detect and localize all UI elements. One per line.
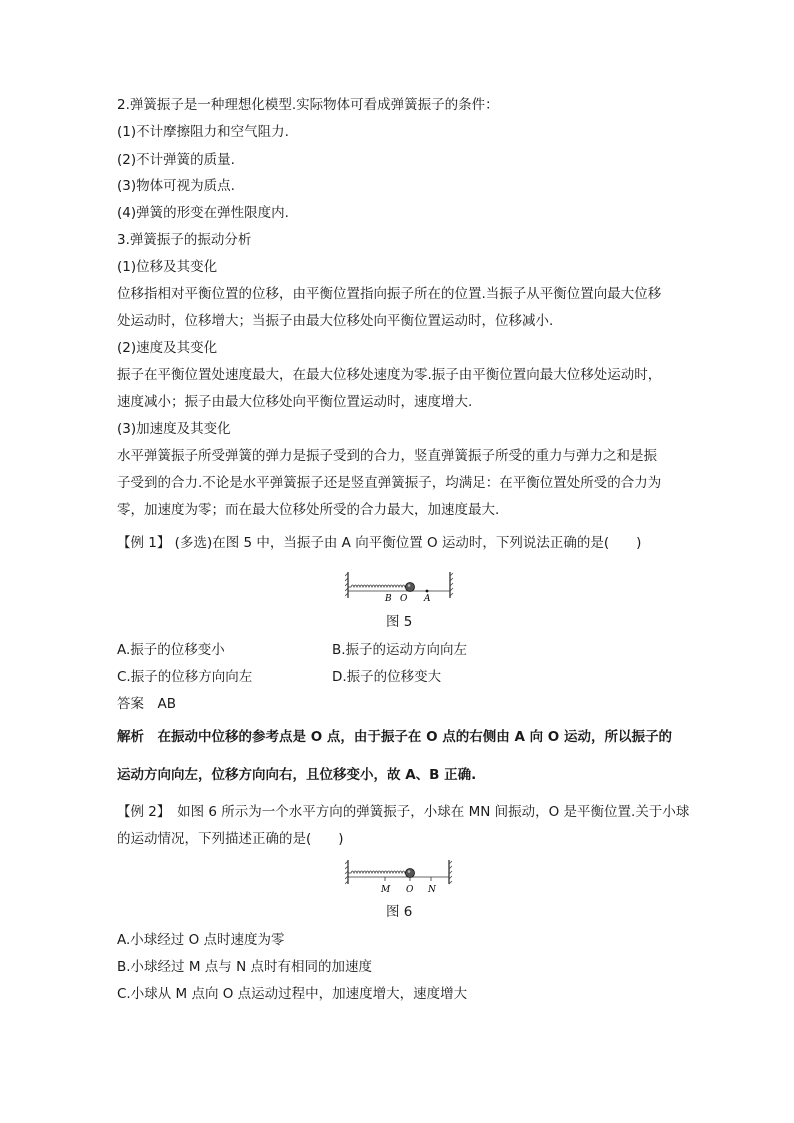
spring-coil — [348, 585, 408, 587]
oscillator-ball — [406, 583, 415, 592]
option-c: C.振子的位移方向向左 — [117, 669, 253, 685]
option-b: B.振子的运动方向向左 — [332, 642, 468, 658]
figure-6-caption: 图 6 — [386, 904, 413, 920]
text-line: 振子在平衡位置处速度最大，在最大位移处速度为零.振子由平衡位置向最大位移处运动时， — [117, 367, 662, 383]
oscillator-ball — [406, 869, 415, 878]
text-line: 处运动时，位移增大；当振子由最大位移处向平衡位置运动时，位移减小. — [117, 313, 554, 329]
text-line: 速度减小；振子由最大位移处向平衡位置运动时，速度增大. — [117, 394, 473, 410]
spring-coil — [348, 871, 408, 873]
text-line: 零，加速度为零；而在最大位移处所受的合力最大，加速度最大. — [117, 502, 500, 518]
analysis-line: 运动方向向左，位移方向向右，且位移变小，故 A、B 正确. — [117, 767, 477, 783]
option-b: B.小球经过 M 点与 N 点时有相同的加速度 — [117, 959, 372, 975]
text-line: (3)物体可视为质点. — [117, 178, 235, 194]
label-o: O — [406, 885, 414, 894]
text-line: (4)弹簧的形变在弹性限度内. — [117, 205, 289, 221]
text-line: (2)速度及其变化 — [117, 340, 218, 356]
label-m: M — [381, 885, 391, 894]
text-line: 水平弹簧振子所受弹簧的弹力是振子受到的合力，竖直弹簧振子所受的重力与弹力之和是振 — [117, 448, 657, 464]
text-line: 3.弹簧振子的振动分析 — [117, 232, 252, 248]
option-d: D.振子的位移变大 — [332, 669, 442, 685]
spring-oscillator-figure-5 — [345, 570, 455, 602]
text-line: (1)位移及其变化 — [117, 259, 218, 275]
ball-highlight — [408, 870, 411, 873]
option-a: A.小球经过 O 点时速度为零 — [117, 932, 285, 948]
text-line: (1)不计摩擦阻力和空气阻力. — [117, 124, 289, 140]
text-line: 位移指相对平衡位置的位移，由平衡位置指向振子所在的位置.当振子从平衡位置向最大位移 — [117, 286, 662, 302]
answer: 答案 AB — [117, 696, 176, 712]
label-n: N — [428, 885, 436, 894]
text-line: (3)加速度及其变化 — [117, 421, 231, 437]
example-2-question: 【例 2】 如图 6 所示为一个水平方向的弹簧振子，小球在 MN 间振动，O 是平衡位置.关于小球 — [117, 804, 690, 820]
label-a: A — [424, 594, 431, 602]
option-a: A.振子的位移变小 — [117, 642, 225, 658]
example-2-question: 的运动情况，下列描述正确的是( ) — [117, 831, 344, 847]
analysis-line: 解析 在振动中位移的参考点是 O 点，由于振子在 O 点的右侧由 A 向 O 运动，所以振子的 — [117, 729, 672, 745]
spring-oscillator-figure-6 — [345, 858, 455, 894]
example-1-question: 【例 1】 (多选)在图 5 中，当振子由 A 向平衡位置 O 运动时，下列说法正确的是( ) — [117, 535, 642, 551]
option-c: C.小球从 M 点向 O 点运动过程中，加速度增大，速度增大 — [117, 986, 468, 1002]
label-b: B — [385, 594, 392, 602]
text-line: (2)不计弹簧的质量. — [117, 152, 235, 168]
ball-highlight — [408, 584, 411, 587]
text-line: 2.弹簧振子是一种理想化模型.实际物体可看成弹簧振子的条件： — [117, 97, 499, 113]
point-a-dot — [426, 590, 429, 593]
label-o: O — [400, 594, 408, 602]
figure-5-caption: 图 5 — [386, 614, 413, 630]
text-line: 子受到的合力.不论是水平弹簧振子还是竖直弹簧振子，均满足：在平衡位置处所受的合力为 — [117, 475, 662, 491]
